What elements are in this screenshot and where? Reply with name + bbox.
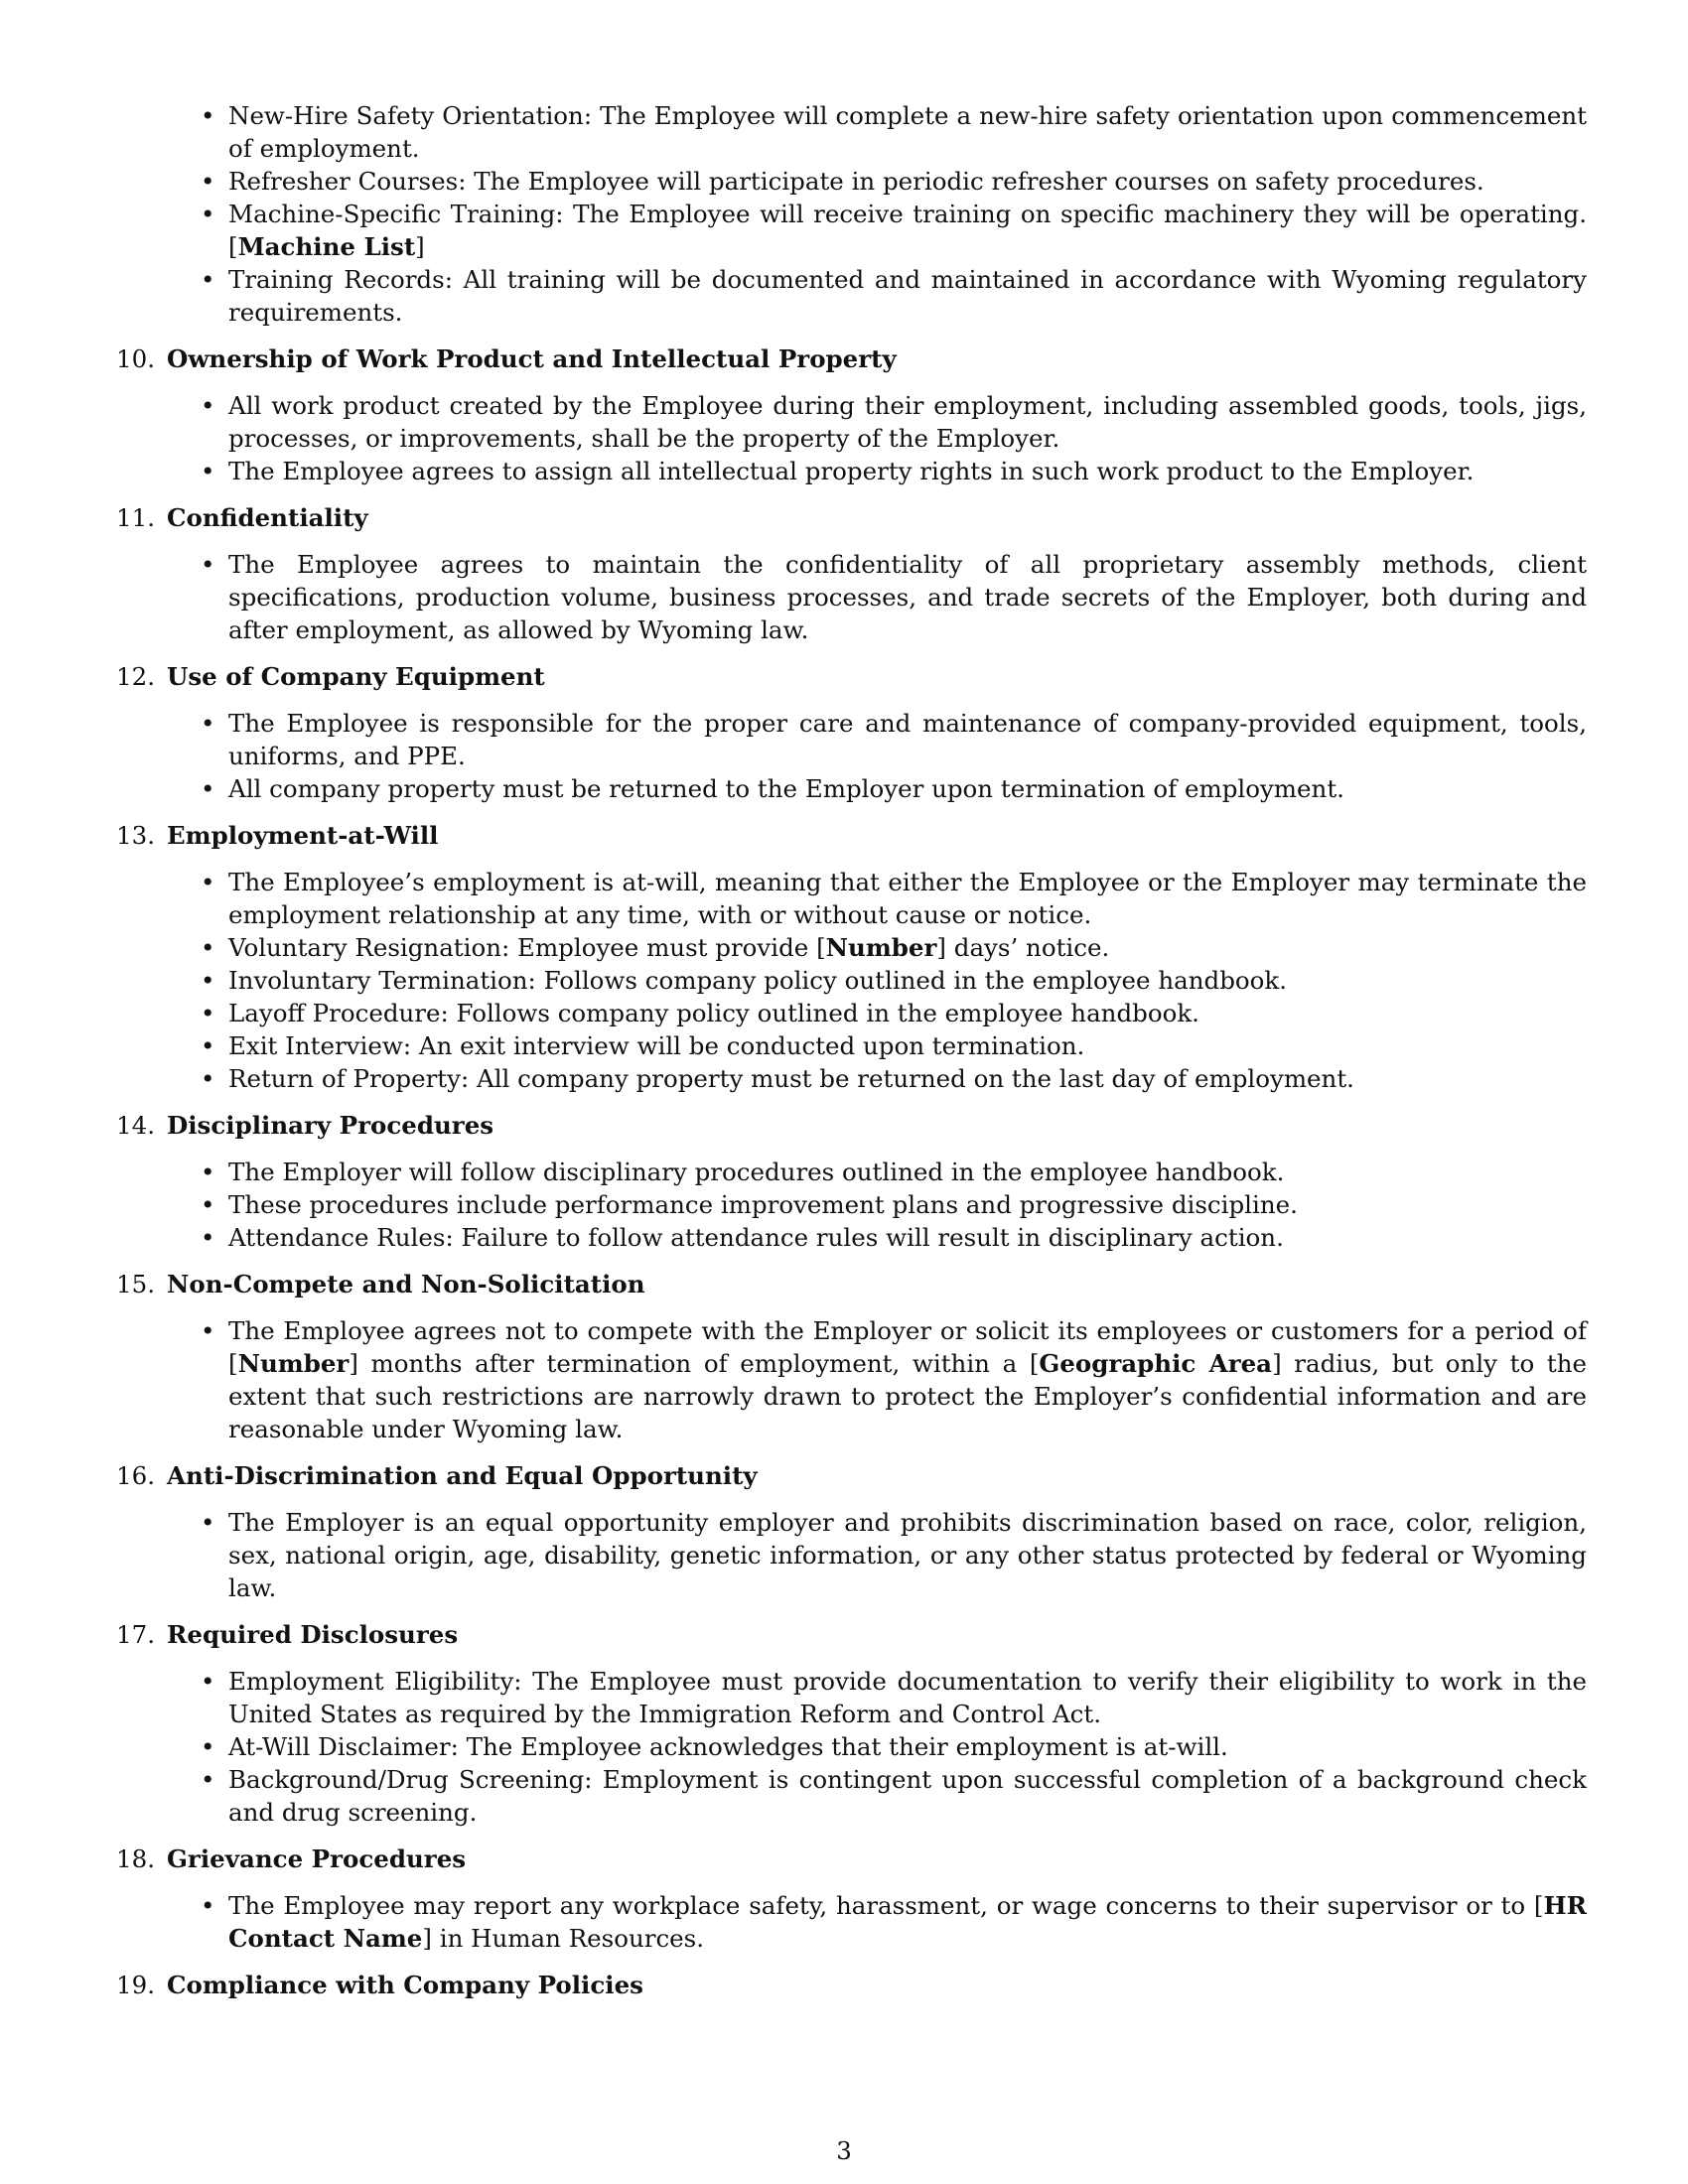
section bbox=[116, 819, 1587, 1095]
list-item: • Involuntary Termination: Follows company policy outlined in the employee handbook. bbox=[167, 964, 1587, 997]
section-heading bbox=[116, 1969, 1587, 2001]
section-title: Compliance with Company Policies bbox=[167, 1971, 643, 1999]
list-item: • These procedures include performance improvement plans and progressive discipline. bbox=[167, 1188, 1587, 1221]
bullet-list bbox=[167, 1156, 1587, 1254]
section-title: Required Disclosures bbox=[167, 1620, 459, 1649]
section-number: 19. bbox=[116, 1971, 155, 1999]
section-number: 15. bbox=[116, 1270, 155, 1298]
section-title: Employment-at-Will bbox=[167, 821, 439, 850]
section bbox=[116, 1618, 1587, 1829]
section-heading bbox=[116, 1268, 1587, 1300]
list-item: • Voluntary Resignation: Employee must provide [Number] days’ notice. bbox=[167, 931, 1587, 964]
section bbox=[116, 1969, 1587, 2001]
list-item: • The Employer will follow disciplinary procedures outlined in the employee handbook. bbox=[167, 1156, 1587, 1188]
page-content bbox=[116, 99, 1587, 2015]
bullet-list bbox=[167, 1889, 1587, 1955]
section-heading bbox=[116, 1618, 1587, 1651]
section-number: 17. bbox=[116, 1620, 155, 1649]
section bbox=[116, 1268, 1587, 1445]
section-title: Disciplinary Procedures bbox=[167, 1111, 494, 1140]
section-heading bbox=[116, 819, 1587, 852]
section-number: 18. bbox=[116, 1844, 155, 1873]
list-item: • The Employee is responsible for the proper care and maintenance of company-provided equipment, tools, uniforms, and PPE. bbox=[167, 707, 1587, 772]
section-number: 12. bbox=[116, 662, 155, 691]
section-number: 16. bbox=[116, 1461, 155, 1490]
bullet-list bbox=[167, 1506, 1587, 1604]
list-item: • The Employee may report any workplace safety, harassment, or wage concerns to their supervisor or to [HR Contact Name] in Human Resources. bbox=[167, 1889, 1587, 1955]
section-number: 13. bbox=[116, 821, 155, 850]
section-title: Non-Compete and Non-Solicitation bbox=[167, 1270, 645, 1298]
placeholder-field: Geographic Area bbox=[1039, 1349, 1273, 1378]
section bbox=[116, 1459, 1587, 1604]
bullet-list bbox=[167, 707, 1587, 805]
bullet-list bbox=[167, 1314, 1587, 1445]
list-item: • Refresher Courses: The Employee will participate in periodic refresher courses on safety procedures. bbox=[167, 165, 1587, 198]
list-item: • Attendance Rules: Failure to follow attendance rules will result in disciplinary action. bbox=[167, 1221, 1587, 1254]
list-item: • The Employee agrees to assign all intellectual property rights in such work product to the Employer. bbox=[167, 455, 1587, 487]
bullet-list bbox=[167, 1665, 1587, 1829]
list-item: • Layoff Procedure: Follows company policy outlined in the employee handbook. bbox=[167, 997, 1587, 1029]
list-item: • All company property must be returned to the Employer upon termination of employment. bbox=[167, 772, 1587, 805]
list-item: • The Employee agrees not to compete with the Employer or solicit its employees or customers for a period of [Number] months after termination of employment, within a [Geographic Area] radius, but only to the extent that such restrictions are narrowly drawn to protect the Employer’s confidential information and are reasonable under Wyoming law. bbox=[167, 1314, 1587, 1445]
bullet-list bbox=[167, 389, 1587, 487]
section-heading bbox=[116, 660, 1587, 693]
list-item: • The Employee’s employment is at-will, meaning that either the Employee or the Employer may terminate the employment relationship at any time, with or without cause or notice. bbox=[167, 866, 1587, 931]
list-item: • All work product created by the Employee during their employment, including assembled goods, tools, jigs, processes, or improvements, shall be the property of the Employer. bbox=[167, 389, 1587, 455]
list-item: • The Employer is an equal opportunity employer and prohibits discrimination based on race, color, religion, sex, national origin, age, disability, genetic information, or any other status protected by federal or Wyoming law. bbox=[167, 1506, 1587, 1604]
section-number: 14. bbox=[116, 1111, 155, 1140]
section-heading bbox=[116, 1109, 1587, 1142]
placeholder-field: Machine List bbox=[237, 232, 416, 261]
list-item: • At-Will Disclaimer: The Employee acknowledges that their employment is at-will. bbox=[167, 1730, 1587, 1763]
list-item: • Return of Property: All company property must be returned on the last day of employment. bbox=[167, 1062, 1587, 1095]
intro-bullet-list bbox=[167, 99, 1587, 329]
list-item: • Background/Drug Screening: Employment is contingent upon successful completion of a background check and drug screening. bbox=[167, 1763, 1587, 1829]
section bbox=[116, 1109, 1587, 1254]
section-heading bbox=[116, 1843, 1587, 1875]
placeholder-field: Number bbox=[825, 933, 937, 962]
list-item: • Training Records: All training will be documented and maintained in accordance with Wyoming regulatory requirements. bbox=[167, 263, 1587, 329]
bullet-list bbox=[167, 866, 1587, 1095]
list-item: • Exit Interview: An exit interview will be conducted upon termination. bbox=[167, 1029, 1587, 1062]
section-heading bbox=[116, 342, 1587, 375]
list-item: • New-Hire Safety Orientation: The Employee will complete a new-hire safety orientation upon commencement of employment. bbox=[167, 99, 1587, 165]
section-title: Anti-Discrimination and Equal Opportunity bbox=[167, 1461, 758, 1490]
section-number: 10. bbox=[116, 344, 155, 373]
section bbox=[116, 501, 1587, 646]
list-item: • Employment Eligibility: The Employee must provide documentation to verify their eligibility to work in the United States as required by the Immigration Reform and Control Act. bbox=[167, 1665, 1587, 1730]
list-item: • Machine-Specific Training: The Employee will receive training on specific machinery they will be operating. [Machine List] bbox=[167, 198, 1587, 263]
section bbox=[116, 1843, 1587, 1955]
section-list bbox=[116, 342, 1587, 2001]
section bbox=[116, 660, 1587, 805]
section bbox=[116, 342, 1587, 487]
section-title: Confidentiality bbox=[167, 503, 368, 532]
section-title: Use of Company Equipment bbox=[167, 662, 545, 691]
section-title: Ownership of Work Product and Intellectual Property bbox=[167, 344, 897, 373]
placeholder-field: HR Contact Name bbox=[228, 1891, 1587, 1953]
section-number: 11. bbox=[116, 503, 155, 532]
page-number: 3 bbox=[836, 2136, 852, 2165]
bullet-list bbox=[167, 548, 1587, 646]
section-heading bbox=[116, 501, 1587, 534]
section-title: Grievance Procedures bbox=[167, 1844, 467, 1873]
placeholder-field: Number bbox=[237, 1349, 350, 1378]
section-heading bbox=[116, 1459, 1587, 1492]
list-item: • The Employee agrees to maintain the confidentiality of all proprietary assembly methods, client specifications, production volume, business processes, and trade secrets of the Employer, both during and after employment, as allowed by Wyoming law. bbox=[167, 548, 1587, 646]
